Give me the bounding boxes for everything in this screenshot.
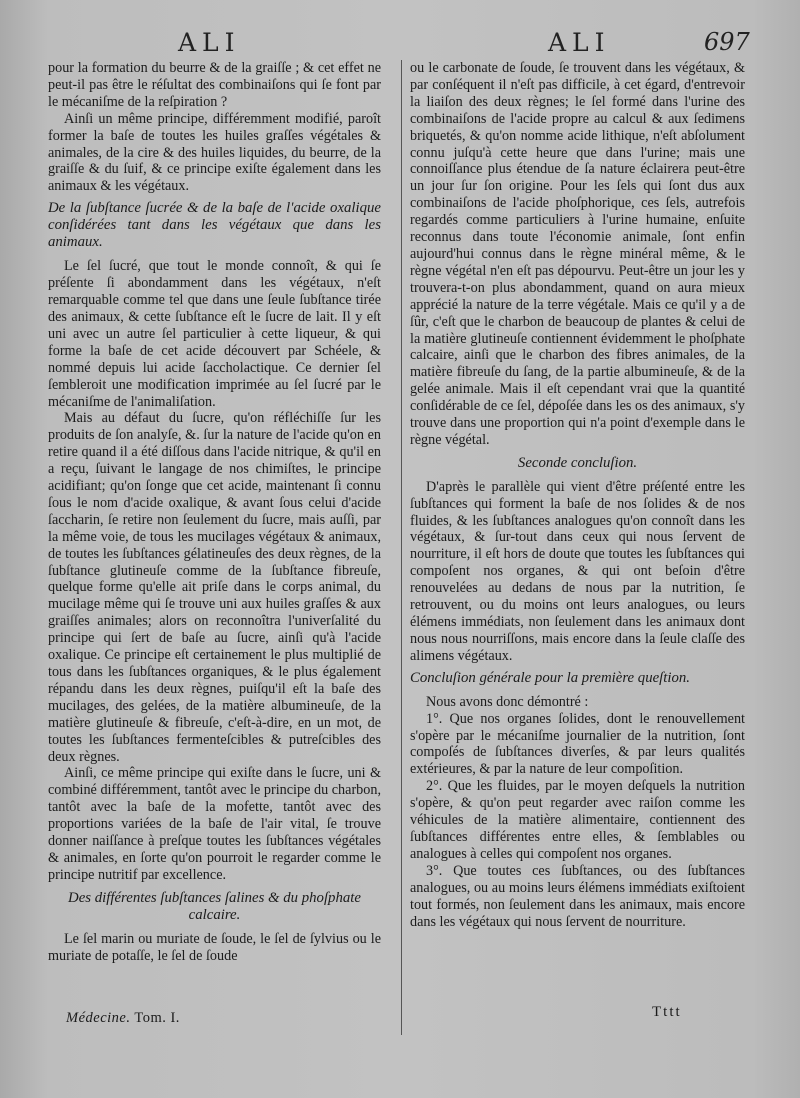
paragraph: Le ſel ſucré, que tout le monde connoît, & qui ſe préſente ſi abondamment dans les végétaux, n'eſt remarquable comme tel que dans une ſeule ſubſtance tirée des animaux, & cette ſubſtance eſt le ſucre de lait. Il y eſt uni avec un autre ſel particulier à cette liqueur, & qui forme la baſe de cet acide découvert par Schéele, & nommé depuis lui acide ſaccholactique. Ce dernier ſel ſembleroit une modification imprimée au ſel ſucré par le mécaniſme de l'animaliſation. [48,258,381,410]
paragraph: Ainſi, ce même principe qui exiſte dans le ſucre, uni & combiné différemment, tantôt avec le principe du charbon, tantôt avec la baſe de la mofette, tantôt avec des proportions variées de la baſe de l'air vital, ſe trouve donner naiſſance à preſque toutes les ſubſtances végétales & animales, en ſorte qu'on pourroit le regarder comme le principe nutritif par excellence. [48,765,381,883]
paragraph: 2°. Que les fluides, par le moyen deſquels la nutrition s'opère, & qu'on peut regarder avec raiſon comme les véhicules de la matière alimentaire, contiennent des ſubſtances différentes entre elles, & ſemblables ou analogues à celles qui compoſent nos organes. [410,778,745,862]
footer-signature [66,1010,180,1027]
paragraph: pour la formation du beurre & de la graiſſe ; & cet effet ne peut-il pas être le réſultat des combinaiſons qui ſe font par le mécaniſme de la reſpiration ? [48,60,381,110]
right-column [410,60,745,930]
printer-signature-mark: Tttt [652,1004,682,1020]
page-number: 697 [704,28,750,56]
paragraph: 3°. Que toutes ces ſubſtances, ou des ſubſtances analogues, ou au moins leurs élémens immédiats exiſtoient tout formés, non ſeulement dans les animaux, mais encore dans les végétaux qui nous ſervent de nourriture. [410,862,745,930]
left-column [48,60,381,964]
paragraph: 1°. Que nos organes ſolides, dont le renouvellement s'opère par le mécaniſme journalier de la nutrition, ſont compoſés de ſubſtances diverſes, & par leurs qualités extérieures, & par la nature de leur compoſition. [410,710,745,778]
section-heading: Seconde concluſion. [517,454,638,471]
paragraph: D'après le parallèle qui vient d'être préſenté entre les ſubſtances qui forment la baſe de nos ſolides & de nos fluides, & les ſubſtances analogues qu'on connoît dans les végétaux, & ſur-tout dans ceux qui nous ſervent de nourriture, il eſt hors de doute que toutes les ſubſtances qui compoſent nos organes, & qui ont beſoin d'être renouvelées au dedans de nous par la nutrition, ſe retrouvent, ou du moins ont leurs analogues, ou leurs élémens immédiats, non ſeulement dans les animaux dont nous nous nourriſſons, mais encore dans la ſeule claſſe des alimens végétaux. [410,478,745,664]
column-divider [401,60,402,1035]
footer-volume: Tom. I. [134,1010,180,1026]
paragraph: Le ſel marin ou muriate de ſoude, le ſel de ſylvius ou le muriate de potaſſe, le ſel de ſoude [48,930,381,964]
running-head-right: ALI [548,28,611,57]
paragraph: ou le carbonate de ſoude, ſe trouvent dans les végétaux, & par conſéquent il n'eſt pas difficile, à cet égard, d'entrevoir la liaiſon des deux règnes; le ſel formé dans l'urine des combinaiſons de l'acide propre au calcul & aux ſedimens briquetés, & qu'on nomme acide lithique, n'eſt abſolument connu juſqu'à cette heure que dans l'urine; mais une connoiſſance plus étendue de ſa nature éclairera peut-être un jour ſur ſon origine. Pour les ſels qui ſont dus aux combinaiſons de l'acide phoſphorique, ces ſels, autrefois regardés comme particuliers à l'urine humaine, enſuite reconnus dans toute l'économie animale, ſont enfin aujourd'hui connus dans le règne minéral même, & le règne végétal n'en eſt pas dépourvu. Peut-être un jour les y trouvera-t-on plus abondamment, quand on aura mieux apprécié la nature de la terre végétale. Mais ce qu'il y a de ſûr, c'eſt que le charbon de beaucoup de plantes & celui de la matière glutineuſe contiennent évidemment le phoſphate calcaire, ainſi que le charbon des fibres animales, de la matière fibreuſe du ſang, de la partie albumineuſe, & de la gelée animale. Mais il eſt cependant vrai que la quantité conſidérable de ce ſel, dépoſée dans les os des animaux, s'y trouve dans une proportion qui n'a point d'exemple dans le règne végétal. [410,60,745,448]
running-head-left: ALI [178,28,241,57]
paragraph: Mais au défaut du ſucre, qu'on réfléchiſſe ſur les produits de ſon analyſe, &. ſur la nature de l'acide qu'on en retire quand il a été diſſous dans l'acide nitrique, & qu'il en a reçu, ſuivant le langage de nos chimiſtes, le principe acidifiant; qu'on ſonge que cet acide, maintenant ſi connu ſous le nom d'acide oxalique, & avant ſous celui d'acide ſaccharin, ſe retire non ſeulement du ſucre, mais auſſi, par la même voie, de tous les mucilages végétaux & animaux, de toutes les ſubſtances gélatineuſes des deux règnes, de la ſubſtance glutineuſe comme de la ſubſtance fibreuſe, quelque forme qu'elle ait priſe dans le corps animal, du mucilage même qui ſe trouve uni aux huiles graſſes & aux graiſſes animales; alors on reconnoîtra l'univerſalité du principe qui ſert de baſe au ſucre, ainſi qu'à l'acide oxalique. Ce principe eſt certainement le plus multiplié de tous dans les ſubſtances organiques, & le plus également répandu dans les deux règnes, puiſqu'il eſt la baſe des mucilages, des gelées, de la matière albumineuſe, de la matière glutineuſe & fibreuſe, c'eſt-à-dire, en un mot, de toutes les ſubſtances fermenteſcibles & putreſcibles des deux règnes. [48,410,381,765]
section-heading: De la ſubſtance ſucrée & de la baſe de l'acide oxalique conſidérées tant dans les végétaux que dans les animaux. [48,200,381,251]
paragraph: Ainſi un même principe, différemment modifié, paroît former la baſe de toutes les huiles graſſes végétales & animales, de la cire & des huiles liquides, du beurre, de la graiſſe & du ſuif, & ce principe exiſte également dans les animaux & les végétaux. [48,110,381,195]
section-heading: Concluſion générale pour la première queſtion. [410,669,690,686]
section-heading: Des différentes ſubſtances ſalines & du phoſphate calcaire. [68,889,361,923]
paragraph: Nous avons donc démontré : [426,693,589,710]
footer-section-name: Médecine. [66,1010,131,1026]
